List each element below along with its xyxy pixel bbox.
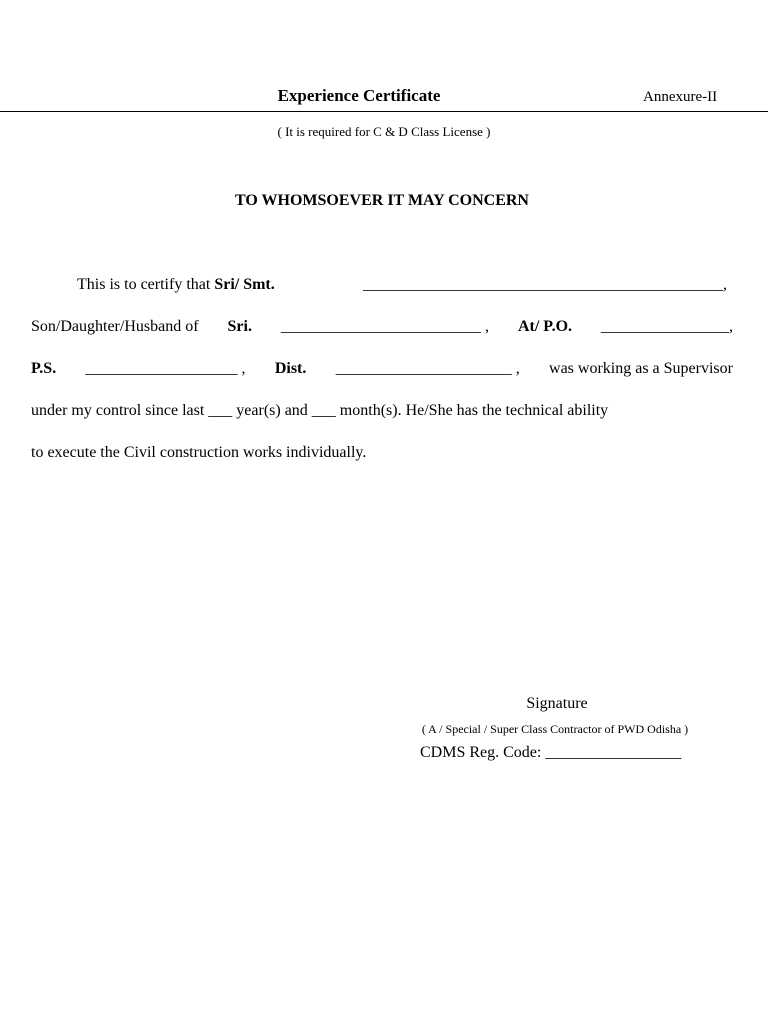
dist-blank[interactable]: ______________________ ,	[335, 360, 520, 377]
relation-lead-text: Son/Daughter/Husband of	[31, 318, 199, 335]
certify-line	[77, 276, 727, 294]
certify-lead-text: This is to certify that Sri/ Smt.	[77, 276, 275, 293]
ps-blank[interactable]: ___________________ ,	[85, 360, 246, 377]
name-blank[interactable]: _____________________________________________,	[363, 276, 727, 293]
document-title: Experience Certificate	[277, 86, 441, 105]
sri-label: Sri.	[227, 318, 252, 335]
ps-label: P.S.	[31, 360, 57, 377]
dist-label: Dist.	[274, 360, 307, 377]
duration-line: under my control since last ___ year(s) and ___ month(s). He/She has the technical ability	[31, 402, 609, 419]
header-divider	[0, 111, 768, 112]
supervisor-text: was working as a Supervisor	[549, 360, 733, 377]
salutation-heading: TO WHOMSOEVER IT MAY CONCERN	[235, 192, 529, 209]
contractor-class-note: ( A / Special / Super Class Contractor of PWD Odisha )	[421, 722, 689, 736]
signature-label: Signature	[526, 695, 588, 712]
relation-name-blank[interactable]: _________________________ ,	[280, 318, 489, 335]
cdms-reg-code	[420, 744, 681, 762]
annexure-label: Annexure-II	[643, 89, 718, 105]
location-line	[31, 360, 733, 378]
relation-line	[31, 318, 733, 336]
ability-line: to execute the Civil construction works individually.	[31, 444, 367, 461]
cdms-label: CDMS Reg. Code:	[420, 744, 542, 761]
sri-smt-label: Sri/ Smt.	[214, 276, 275, 293]
cdms-blank[interactable]: _________________	[545, 744, 682, 761]
at-po-blank[interactable]: ________________,	[601, 318, 733, 335]
at-po-label: At/ P.O.	[517, 318, 573, 335]
license-requirement-note: ( It is required for C & D Class License )	[277, 124, 491, 139]
